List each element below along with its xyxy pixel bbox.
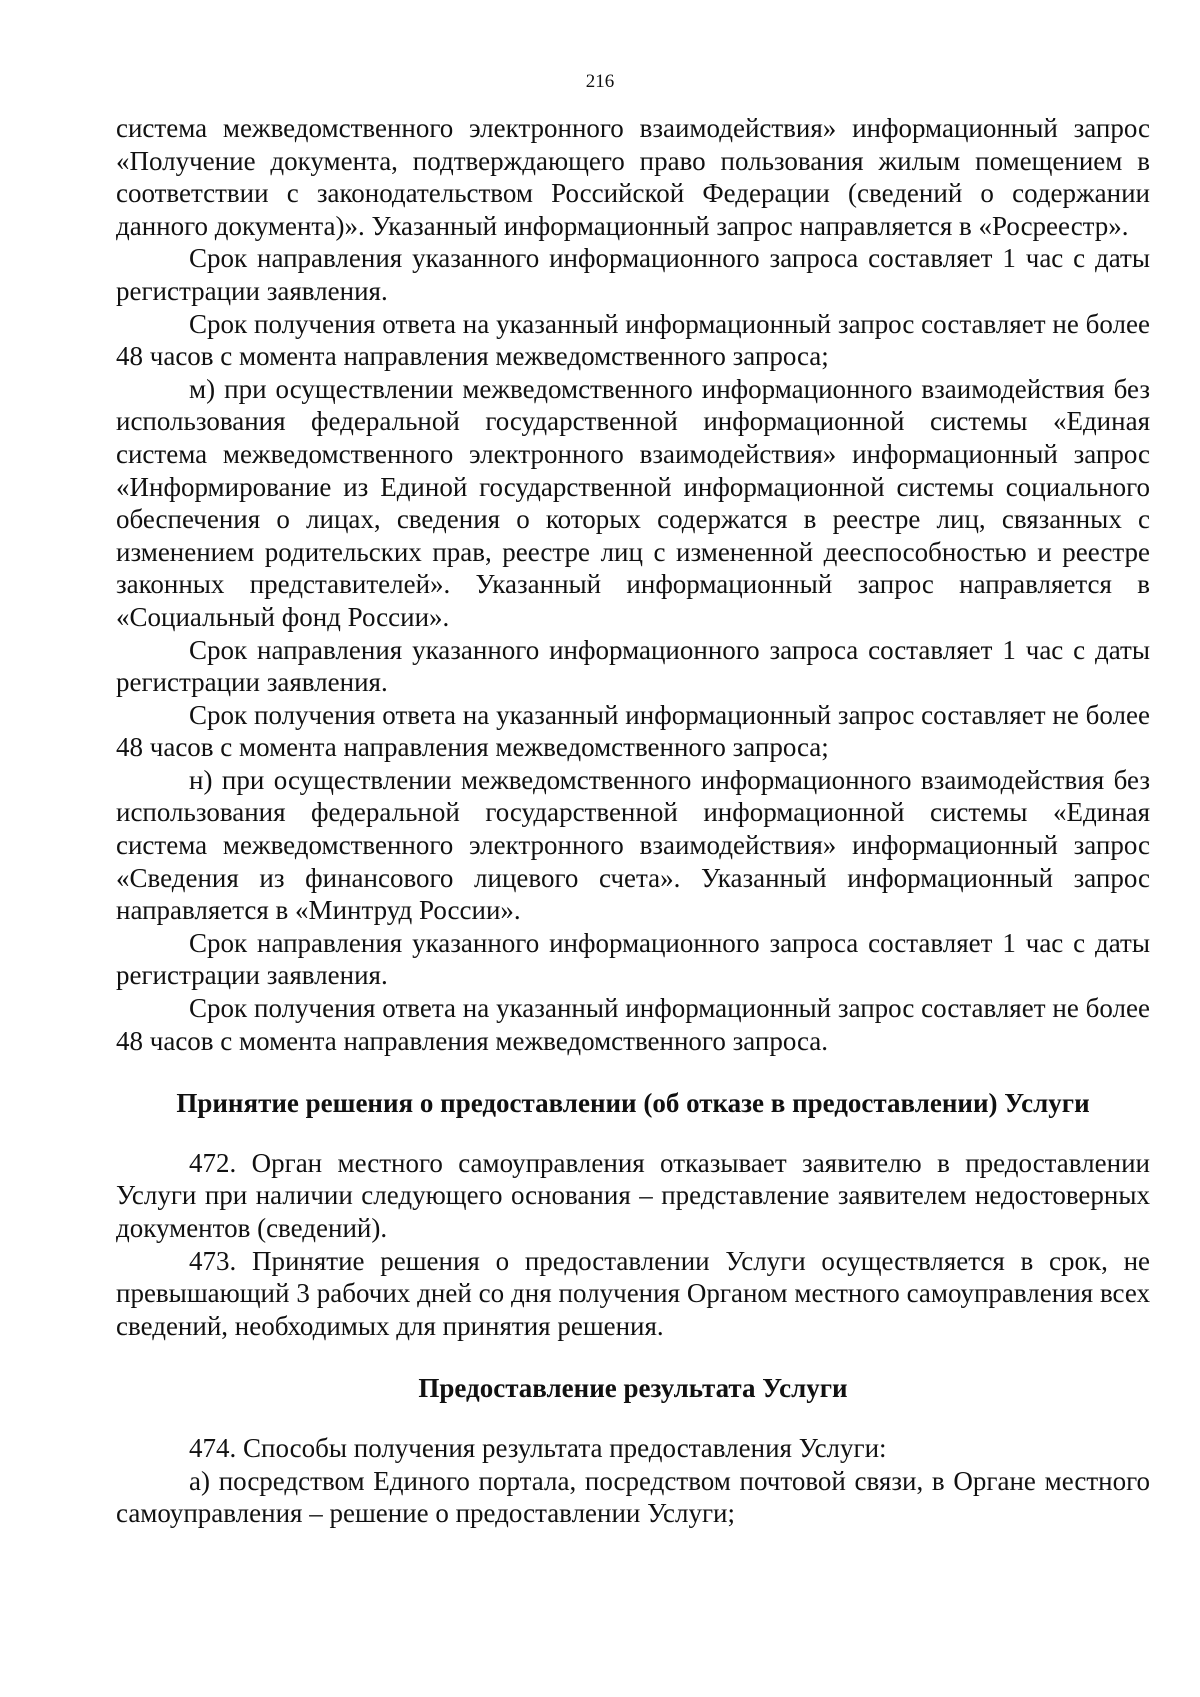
paragraph: Срок получения ответа на указанный информационный запрос составляет не более 48 часов с момента направления межведомственного запроса; [116,699,1150,763]
paragraph-473: 473. Принятие решения о предоставлении Услуги осуществляется в срок, не превышающий 3 рабочих дней со дня получения Органом местного самоуправления всех сведений, необходимых для принятия решения. [116,1245,1150,1341]
section-heading-decision: Принятие решения о предоставлении (об отказе в предоставлении) Услуги [176,1088,1090,1119]
paragraph: Срок направления указанного информационного запроса составляет 1 час с даты регистрации заявления. [116,634,1150,698]
paragraph-472: 472. Орган местного самоуправления отказывает заявителю в предоставлении Услуги при наличии следующего основания – представление заявителем недостоверных документов (сведений). [116,1147,1150,1243]
paragraph-item-n: н) при осуществлении межведомственного информационного взаимодействия без использования федеральной государственной информационной системы «Единая система межведомственного электронного взаимодействия» информационный запрос «Сведения из финансового лицевого счета». Указанный информационный запрос направляется в «Минтруд России». [116,764,1150,926]
paragraph: Срок направления указанного информационного запроса составляет 1 час с даты регистрации заявления. [116,243,1150,306]
paragraph-item-m: м) при осуществлении межведомственного информационного взаимодействия без использования федеральной государственной информационной системы «Единая система межведомственного электронного взаимодействия» информационный запрос «Информирование из Единой государственной информационной системы социального обеспечения о лицах, сведения о которых содержатся в реестре лиц, связанных с изменением родительских прав, реестре лиц с измененной дееспособностью и реестре законных представителей». Указанный информационный запрос направляется в «Социальный фонд России». [116,373,1150,632]
paragraph-474: 474. Способы получения результата предоставления Услуги: [189,1432,887,1463]
section-heading-result: Предоставление результата Услуги [418,1373,848,1404]
paragraph-item-a: а) посредством Единого портала, посредством почтовой связи, в Органе местного самоуправления – решение о предоставлении Услуги; [116,1465,1150,1529]
paragraph: Срок получения ответа на указанный информационный запрос составляет не более 48 часов с момента направления межведомственного запроса. [116,993,1150,1056]
document-body [116,112,1150,1530]
paragraph: Срок направления указанного информационного запроса составляет 1 час с даты регистрации заявления. [116,927,1150,991]
paragraph: система межведомственного электронного взаимодействия» информационный запрос «Получение документа, подтверждающего право пользования жилым помещением в соответствии с законодательством Российской Федерации (сведений о содержании данного документа)». Указанный информационный запрос направляется в «Росреестр». [116,113,1150,241]
page-number: 216 [585,71,615,92]
paragraph: Срок получения ответа на указанный информационный запрос составляет не более 48 часов с момента направления межведомственного запроса; [116,308,1150,372]
